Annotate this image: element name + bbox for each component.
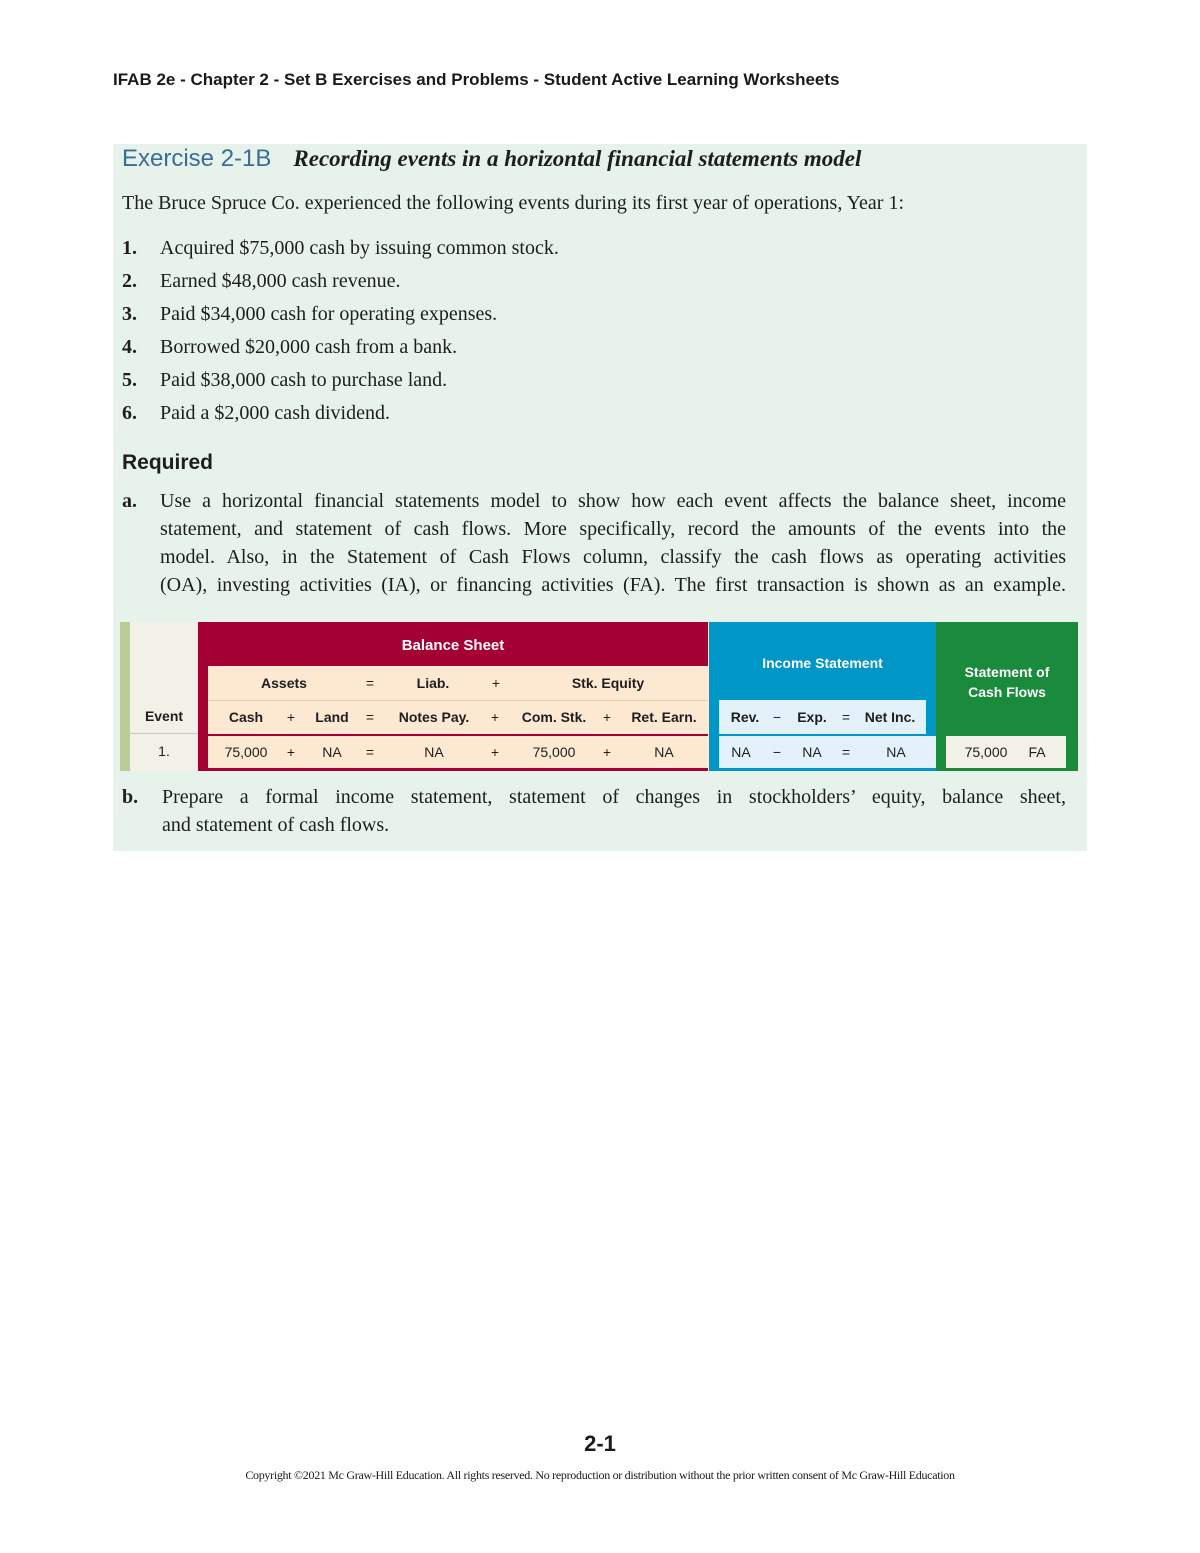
exercise-title: [122, 145, 861, 179]
common-stock-header: Com. Stk.: [521, 709, 587, 725]
net-income-cell: NA: [886, 744, 906, 760]
event-number: 6.: [122, 402, 137, 424]
copyright-notice: Copyright ©2021 Mc Graw-Hill Education. All rights reserved. No reproduction or distribution without the prior written consent of Mc Graw-Hill Education: [245, 1468, 955, 1482]
part-a-line: Use a horizontal financial statements model to show how each event affects the balance sheet, income: [160, 490, 1066, 512]
document-header: IFAB 2e - Chapter 2 - Set B Exercises and Problems - Student Active Learning Worksheets: [113, 70, 840, 89]
retained-earnings-header: Ret. Earn.: [631, 709, 697, 725]
table-accent-strip: [120, 622, 130, 771]
event-text: Paid a $2,000 cash dividend.: [160, 402, 390, 424]
list-item: [122, 399, 559, 432]
event-text: Earned $48,000 cash revenue.: [160, 270, 401, 292]
equals-sign: =: [365, 744, 375, 760]
event-number: 5.: [122, 369, 137, 391]
part-letter: b.: [122, 786, 139, 808]
plus-sign: +: [602, 744, 612, 760]
equals-sign: =: [841, 709, 851, 725]
part-a-line: statement, and statement of cash flows. More specifically, record the amounts of the events into the: [160, 518, 1066, 540]
divider: [130, 733, 198, 734]
equals-sign: =: [365, 675, 375, 691]
plus-sign: +: [490, 709, 500, 725]
plus-sign: +: [491, 675, 501, 691]
plus-sign: +: [490, 744, 500, 760]
event-number: 3.: [122, 303, 137, 325]
event-text: Acquired $75,000 cash by issuing common stock.: [160, 237, 559, 259]
list-item: [122, 333, 559, 366]
exercise-number: Exercise 2-1B: [122, 145, 272, 172]
financial-statements-model-table: [120, 622, 1078, 771]
exercise-name: Recording events in a horizontal financial statements model: [293, 146, 862, 171]
part-letter: a.: [122, 490, 137, 512]
liabilities-header: Liab.: [416, 675, 450, 691]
plus-sign: +: [286, 709, 296, 725]
part-a: [122, 487, 1066, 599]
equals-sign: =: [365, 709, 375, 725]
assets-header: Assets: [261, 675, 307, 691]
equals-sign: =: [841, 744, 851, 760]
net-income-header: Net Inc.: [864, 709, 916, 725]
stockholders-equity-header: Stk. Equity: [571, 675, 645, 691]
notes-payable-header: Notes Pay.: [398, 709, 470, 725]
revenue-header: Rev.: [730, 709, 760, 725]
land-header: Land: [315, 709, 349, 725]
revenue-cell: NA: [731, 744, 751, 760]
plus-sign: +: [286, 744, 296, 760]
event-number: 1.: [122, 237, 137, 259]
list-item: [122, 366, 559, 399]
list-item: [122, 267, 559, 300]
notes-payable-cell: NA: [424, 744, 444, 760]
common-stock-cell: 75,000: [532, 744, 576, 760]
event-number: 4.: [122, 336, 137, 358]
cash-cell: 75,000: [224, 744, 268, 760]
part-b: [122, 783, 1066, 839]
event-list: [122, 234, 559, 432]
part-a-line: model. Also, in the Statement of Cash Flows column, classify the cash flows as operating activities: [160, 546, 1066, 568]
list-item: [122, 234, 559, 267]
expenses-cell: NA: [802, 744, 822, 760]
cash-header: Cash: [228, 709, 264, 725]
event-header: Event: [144, 708, 184, 724]
event-number: 2.: [122, 270, 137, 292]
minus-sign: −: [772, 744, 782, 760]
event-text: Paid $34,000 cash for operating expenses.: [160, 303, 498, 325]
expenses-header: Exp.: [797, 709, 827, 725]
minus-sign: −: [772, 709, 782, 725]
cash-flows-header: Statement of Cash Flows: [964, 664, 1050, 700]
cash-flow-amount-cell: 75,000: [964, 744, 1008, 760]
required-heading: Required: [122, 451, 214, 474]
exercise-intro: The Bruce Spruce Co. experienced the following events during its first year of operations, Year 1:: [122, 192, 905, 214]
land-cell: NA: [322, 744, 342, 760]
event-text: Paid $38,000 cash to purchase land.: [160, 369, 448, 391]
balance-sheet-header: Balance Sheet: [401, 636, 505, 654]
page-number: 2-1: [584, 1431, 616, 1456]
part-b-line: Prepare a formal income statement, statement of changes in stockholders’ equity, balance sheet,: [162, 786, 1066, 808]
part-b-line: and statement of cash flows.: [162, 814, 390, 836]
retained-earnings-cell: NA: [654, 744, 674, 760]
event-text: Borrowed $20,000 cash from a bank.: [160, 336, 458, 358]
plus-sign: +: [602, 709, 612, 725]
part-a-line: (OA), investing activities (IA), or financing activities (FA). The first transaction is shown as an example.: [160, 574, 1066, 596]
list-item: [122, 300, 559, 333]
event-cell: 1.: [158, 743, 170, 759]
cash-flow-class-cell: FA: [1028, 744, 1046, 760]
income-statement-header: Income Statement: [762, 655, 883, 671]
